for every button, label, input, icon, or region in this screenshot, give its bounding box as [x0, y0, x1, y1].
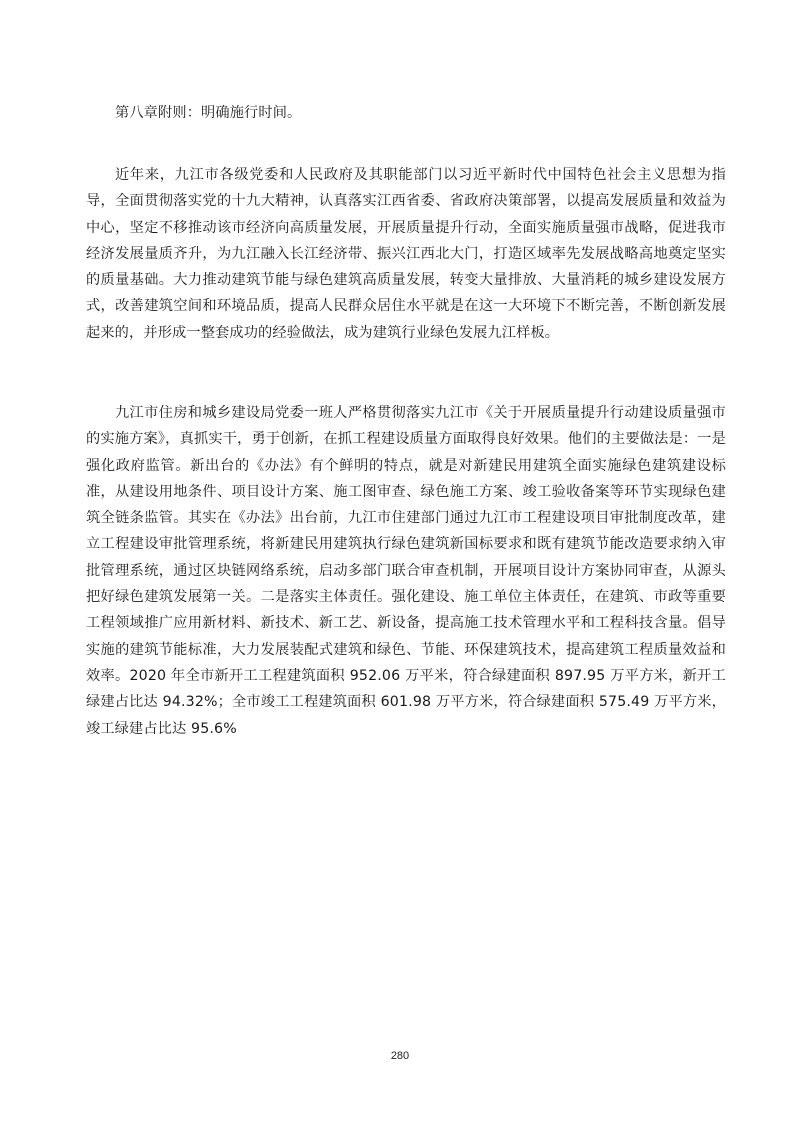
- paragraph-chapter-eight: 第八章附则：明确施行时间。: [115, 105, 302, 121]
- paragraph-recent-years: 近年来，九江市各级党委和人民政府及其职能部门以习近平新时代中国特色社会主义思想为指导，全面贯彻落实党的十九大精神，认真落实江西省委、省政府决策部署，以提高发展质量和效益为中心，坚定不移推动该市经济向高质量发展，开展质量提升行动，全面实施质量强市战略，促进我市经济发展量质齐升，为九江融入长江经济带、振兴江西北大门，打造区域率先发展战略高地奠定坚实的质量基础。大力推动建筑节能与绿色建筑高质量发展，转变大量排放、大量消耗的城乡建设发展方式，改善建筑空间和环境品质，提高人民群众居住水平就是在这一大环境下不断完善，不断创新发展起来的，并形成一整套成功的经验做法，成为建筑行业绿色发展九江样板。: [86, 167, 726, 341]
- paragraph-housing-bureau: 九江市住房和城乡建设局党委一班人严格贯彻落实九江市《关于开展质量提升行动建设质量强市的实施方案》，真抓实干，勇于创新，在抓工程建设质量方面取得良好效果。他们的主要做法是：一是强化政府监管。新出台的《办法》有个鲜明的特点，就是对新建民用建筑全面实施绿色建筑建设标准，从建设用地条件、项目设计方案、施工图审查、绿色施工方案、竣工验收备案等环节实现绿色建筑全链条监管。其实在《办法》出台前，九江市住建部门通过九江市工程建设项目审批制度改革，建立工程建设审批管理系统，将新建民用建筑执行绿色建筑新国标要求和既有建筑节能改造要求纳入审批管理系统，通过区块链网络系统，启动多部门联合审查机制，开展项目设计方案协同审查，从源头把好绿色建筑发展第一关。二是落实主体责任。强化建设、施工单位主体责任，在建筑、市政等重要工程领域推广应用新材料、新技术、新工艺、新设备，提高施工技术管理水平和工程科技含量。倡导实施的建筑节能标准，大力发展装配式建筑和绿色、节能、环保建筑技术，提高建筑工程质量效益和效率。2020 年全市新开工工程建筑面积 952.06 万平米，符合绿建面积 897.95 万平方米，新开工绿建占比达 94.32%；全市竣工工程建筑面积 601.98 万平方米，符合绿建面积 575.49 万平方米，竣工绿建占比达 95.6%: [86, 405, 726, 737]
- page-number: 280: [390, 1050, 410, 1062]
